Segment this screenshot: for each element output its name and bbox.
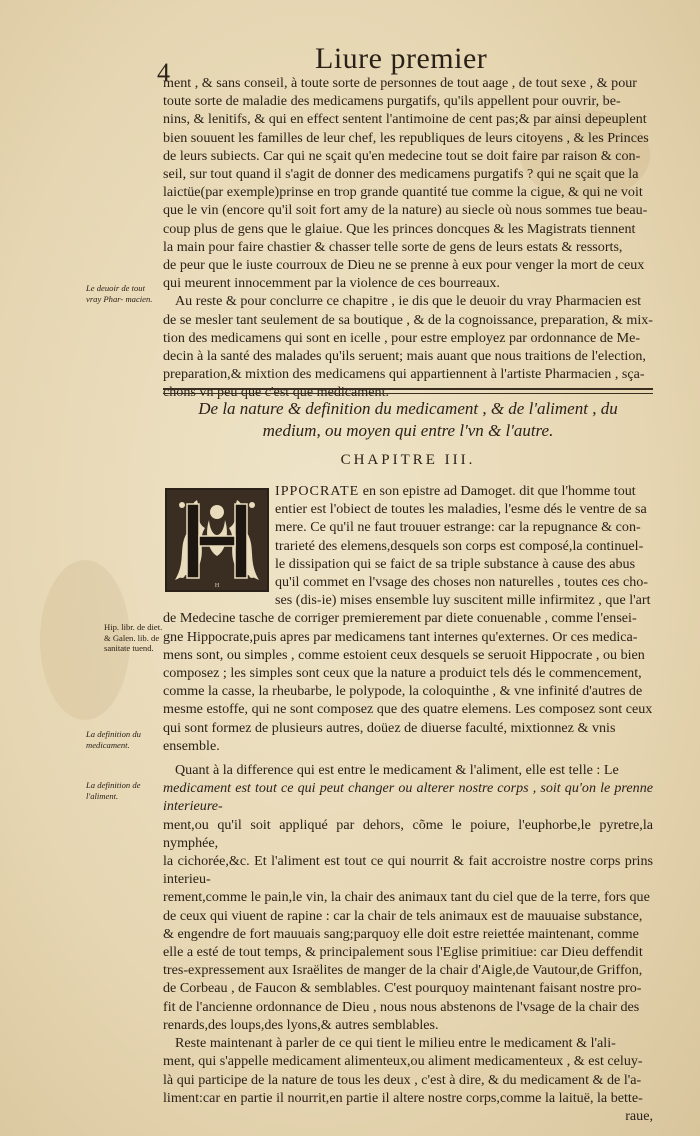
- text-line: ment,ou qu'il soit appliqué par dehors, cõme le poiure, l'euphorbe,le pyretre,la nymphée,: [163, 816, 653, 851]
- paragraph-continued: [163, 74, 653, 292]
- text-line: ensemble.: [163, 737, 220, 754]
- text-line: de peur que le iuste courroux de Dieu ne se prenne à eux pour venger la mort de ceux: [163, 257, 645, 274]
- text-line: & engendre de fort mauuais sang;parquoy elle doit estre reiettée maintenant, comme: [163, 925, 639, 942]
- text-line: tion des medicamens qui sont en icelle , pour estre employez par ordonnance de Me-: [163, 329, 641, 346]
- chapter-title: [163, 398, 653, 442]
- divider-rule: [163, 388, 653, 390]
- text-line: coup plus de gens que le glaiue. Que les princes doncques & les Magistrats tiennent: [163, 220, 636, 237]
- paragraph-pharmacien: [163, 292, 653, 401]
- text-line: la cichorée,&c. Et l'aliment est tout ce qui nourrit & fait accroistre nostre corps prins interieu-: [163, 853, 653, 888]
- text-line: entier est l'obiect de toutes les maladies, l'esme dés le ventre de sa: [275, 501, 647, 518]
- margin-note-reference: Hip. libr. de diet. & Galen. lib. de sanitate tuend.: [104, 622, 163, 653]
- margin-note-aliment: La definition de l'aliment.: [86, 780, 141, 801]
- text-line: elle a esté de tout temps, & principalement sous l'Eglise primitiue: car Dieu deffendit: [163, 944, 643, 961]
- text-line: gne Hippocrate,puis apres par medicamens tant internes qu'externes. Or ces medica-: [163, 628, 638, 645]
- text-line: renards,des loups,des lyons,& autres semblables.: [163, 1016, 439, 1033]
- text-line: composez ; les simples sont ceux que la nature a produict tels dés le commencement,: [163, 665, 642, 682]
- text-line: comme la casse, la rheubarbe, le polypode, la coloquinthe , & vne infinité d'autres de: [163, 683, 643, 700]
- text-line: toute sorte de maladie des medicamens purgatifs, qu'ils appellent pour ouvrir, be-: [163, 93, 621, 110]
- text-line: là qui participe de la nature de tous les deux , c'est à dire, & du medicament & de l'a-: [163, 1071, 642, 1088]
- text-line: qu'il commet en l'vsage des choses non naturelles , toutes ces cho-: [275, 574, 648, 591]
- text-line: seil, sur tout quand il s'agit de donner des medicamens purgatifs ? qui ne sçait que la: [163, 166, 639, 183]
- text-line: de ceux qui viuent de rapine : car la chair de tels animaux est de mauuaise substance,: [163, 907, 643, 924]
- text-line: mens sont, ou simples , comme estoient ceux desquels se seruoit Hippocrate , ou bien: [163, 646, 645, 663]
- text-line: bien souuent les familles de leur chef, les republiques de leurs citoyens , & les Princes: [163, 129, 649, 146]
- text-line: de leurs subiects. Car qui ne sçait qu'en medecine tout se doit faire par raison & con-: [163, 147, 641, 164]
- text-line: ment, qui s'appelle medicament alimenteux,ou aliment medicamenteux , & est celuy-: [163, 1053, 643, 1070]
- catchword: raue,: [625, 1107, 653, 1124]
- paragraph-hippocrate: [163, 482, 653, 755]
- text-line: mesme estoffe, qui ne sont composez que des quatre elemens. Les composez sont ceux: [163, 701, 653, 718]
- text-line: le dissipation qui se faict de sa triple substance à cause des abus: [275, 555, 636, 572]
- text-line: nins, & lenitifs, & qui en effect sentent l'antimoine de cent pas;& par ainsi depeuplent: [163, 111, 647, 128]
- text-line: chons vn peu que c'est que medicament.: [163, 384, 390, 401]
- divider-rule: [163, 393, 653, 394]
- opening-text: [163, 74, 653, 402]
- text-line: liment:car en partie il nourrit,en partie il altere nostre corps,comme la laituë, la bette-: [163, 1089, 643, 1106]
- text-line: que le vin (encore qu'il soit fort amy de la nature) au siecle où nous sommes tue beau-: [163, 202, 648, 219]
- chapter-title-line: De la nature & definition du medicament , & de l'aliment , du: [198, 399, 618, 418]
- text-line: ment , & sans conseil, à toute sorte de personnes de tout aage , de tout sexe , & pour: [163, 75, 637, 91]
- text-line: tres-expressement aux Israëlites de manger de la chair d'Aigle,de Vautour,de Griffon,: [163, 962, 643, 979]
- chapter-number: CHAPITRE III.: [340, 452, 476, 468]
- margin-note-medicament: La definition du medicament.: [86, 729, 141, 750]
- text-line: fit de l'ancienne ordonnance de Dieu , nous nous abstenons de l'vsage de la chair des: [163, 998, 640, 1015]
- paragraph-medium: [163, 1034, 653, 1125]
- text-line: decin à la santé des malades qu'ils seruent; mais auant que nous traitions de l'election,: [163, 348, 646, 365]
- lead-word: IPPOCRATE: [275, 483, 360, 499]
- text-line: Quant à la difference qui est entre le medicament & l'aliment, elle est telle : Le: [175, 762, 619, 779]
- text-line: medicament est tout ce qui peut changer ou alterer nostre corps , soit qu'on le prenne interieure-: [163, 780, 653, 815]
- text-line: de Corbeau , de Faucon & semblables. C'est pourquoy maintenant faisant nostre pro-: [163, 980, 642, 997]
- text-line: mere. Ce qu'il ne faut trouuer estrange: car la repugnance & con-: [275, 519, 641, 536]
- text-line: [163, 482, 653, 500]
- initial-letter: H: [214, 583, 220, 589]
- text-line: ses (dis-ie) mises ensemble luy suscitent mille infirmitez , que l'art: [275, 592, 651, 609]
- running-title: Liure premier: [315, 42, 488, 75]
- text-line: qui sont formez de plusieurs autres, doüez de diuerse faculté, mixtionnez & vnis: [163, 719, 616, 736]
- margin-note-pharmacien: Le deuoir de tout vray Phar- macien.: [86, 283, 153, 304]
- text-line: de Medecine tasche de corriger premierement par diete conuenable , comme l'ensei-: [163, 610, 637, 627]
- text-line: Au reste & pour conclurre ce chapitre , ie dis que le deuoir du vray Pharmacien est: [175, 293, 642, 310]
- lead-rest: en son epistre ad Damoget. dit que l'homme tout: [359, 483, 636, 499]
- chapter-title-line: medium, ou moyen qui entre l'vn & l'autre.: [262, 421, 554, 440]
- text-line: preparation,& mixtion des medicamens qui appartiennent à l'artiste Pharmacien , sça-: [163, 366, 645, 383]
- text-line: Reste maintenant à parler de ce qui tient le milieu entre le medicament & l'ali-: [175, 1035, 616, 1052]
- text-line: rement,comme le pain,le vin, la chair des animaux tant du ciel que de la terre, fors que: [163, 889, 650, 906]
- text-line: laictüe(par exemple)prinse en trop grande quantité tue comme la cigue, & qui ne voit: [163, 184, 643, 201]
- chapter-text: [163, 482, 653, 1125]
- text-line: de se mesler tant seulement de sa boutique , & de la cognoissance, preparation, & mix-: [163, 311, 653, 328]
- page-number: 4: [157, 58, 170, 87]
- text-line: trarieté des elemens,desquels son corps est composé,la continuel-: [275, 537, 644, 554]
- text-line: la main pour faire chastier & chasser telle sorte de gens de leurs estats & ressorts,: [163, 238, 623, 255]
- paragraph-difference: [163, 761, 653, 1034]
- text-line: qui meurent innocemment par la violence de ces bourreaux.: [163, 275, 500, 292]
